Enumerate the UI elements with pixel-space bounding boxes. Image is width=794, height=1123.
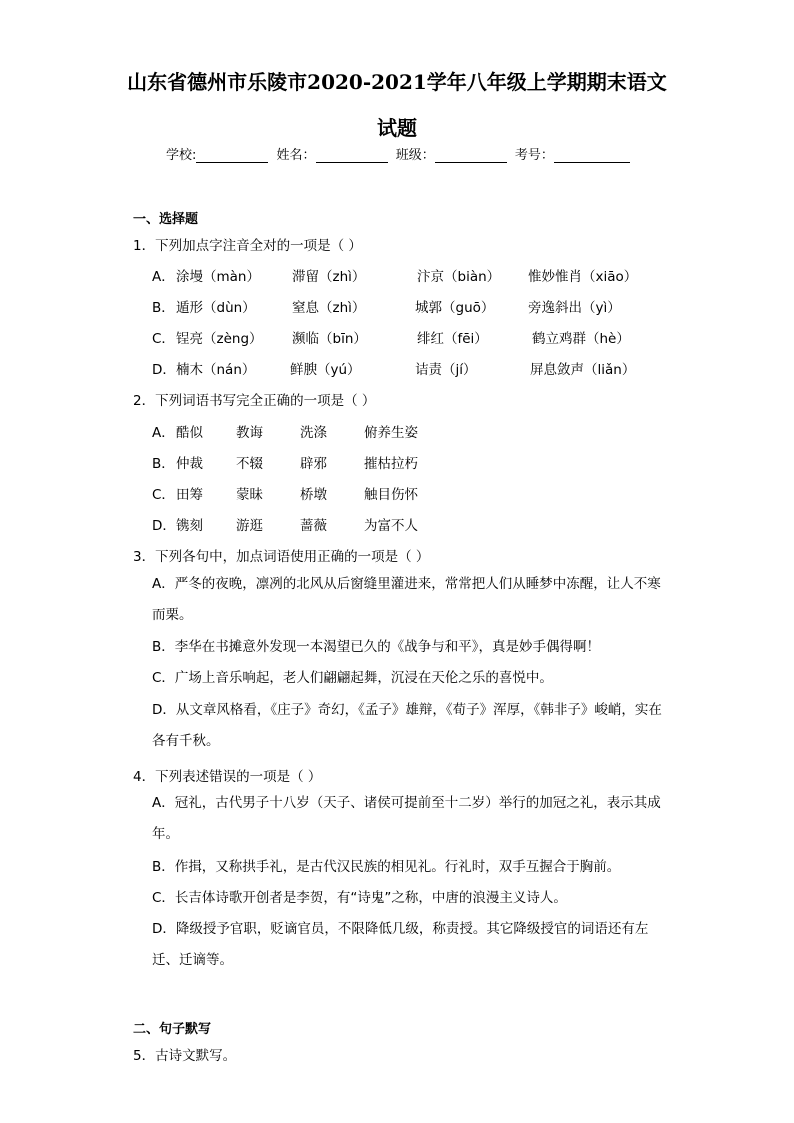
option-item: 酷似 — [176, 425, 203, 441]
option-item: 教诲 — [236, 425, 263, 441]
option-label: D． — [152, 518, 176, 534]
exam-number-label: 考号： — [514, 148, 554, 163]
option-item: 仲裁 — [176, 456, 203, 472]
option-item: 游逛 — [236, 518, 263, 534]
question-3-option-d[interactable]: D．从文章风格看，《庄子》奇幻，《孟子》雄辩，《荀子》浑厚，《韩非子》峻峭，实在各有千秋。 — [152, 702, 662, 749]
option-item: 俯养生姿 — [364, 425, 418, 441]
option-item: 窒息（zhì） — [292, 300, 366, 316]
option-item: 为富不人 — [364, 518, 418, 534]
option-item: 城郭（guō） — [415, 300, 495, 316]
option-item: 蔷薇 — [300, 518, 327, 534]
question-4-option-a[interactable]: A．冠礼，古代男子十八岁（天子、诸侯可提前至十二岁）举行的加冠之礼，表示其成年。 — [152, 795, 661, 842]
option-item: 濒临（bīn） — [292, 331, 367, 347]
class-field[interactable] — [435, 148, 507, 163]
question-3-stem: 3．下列各句中，加点词语使用正确的一项是（ ） — [133, 549, 430, 565]
section-title-dictation: 二、句子默写 — [133, 1022, 212, 1037]
exam-title-line2: 试题 — [377, 116, 417, 140]
exam-number-field[interactable] — [554, 148, 630, 163]
option-label: A． — [152, 425, 175, 441]
option-item: 楠木（nán） — [176, 362, 256, 378]
question-3-option-b[interactable]: B．李华在书摊意外发现一本渴望已久的《战争与和平》，真是妙手偶得啊！ — [152, 639, 601, 655]
option-item: 触目伤怀 — [364, 487, 418, 503]
school-field[interactable] — [196, 148, 268, 163]
question-3-option-a[interactable]: A．严冬的夜晚，凛冽的北风从后窗缝里灌进来，常常把人们从睡梦中冻醒，让人不寒而栗。 — [152, 576, 661, 623]
option-item: 摧枯拉朽 — [364, 456, 418, 472]
option-item: 桥墩 — [300, 487, 327, 503]
option-label: D． — [152, 362, 176, 378]
option-item: 滞留（zhì） — [292, 269, 366, 285]
question-4-option-b[interactable]: B．作揖，又称拱手礼，是古代汉民族的相见礼。行礼时，双手互握合于胸前。 — [152, 859, 621, 875]
class-label: 班级： — [395, 148, 435, 163]
option-label: C． — [152, 487, 175, 503]
name-label: 姓名： — [276, 148, 316, 163]
option-item: 旁逸斜出（yì） — [528, 300, 621, 316]
option-item: 汴京（biàn） — [417, 269, 501, 285]
option-item: 诘责（jí） — [415, 362, 477, 378]
name-field[interactable] — [316, 148, 388, 163]
student-info-row — [166, 144, 634, 163]
option-item: 镌刻 — [176, 518, 203, 534]
option-item: 鹤立鸡群（hè） — [532, 331, 630, 347]
option-label: B． — [152, 456, 175, 472]
option-item: 辟邪 — [300, 456, 327, 472]
question-4-option-d[interactable]: D．降级授予官职，贬谪官员，不限降低几级，称责授。其它降级授官的词语还有左迁、迁谪等。 — [152, 921, 649, 968]
question-4-option-c[interactable]: C．长吉体诗歌开创者是李贺，有“诗鬼”之称，中唐的浪漫主义诗人。 — [152, 890, 567, 906]
option-label: A． — [152, 269, 175, 285]
option-item: 鲜腴（yú） — [290, 362, 361, 378]
option-item: 蒙昧 — [236, 487, 263, 503]
question-4-stem: 4．下列表述错误的一项是（ ） — [133, 769, 322, 785]
option-item: 惟妙惟肖（xiāo） — [528, 269, 638, 285]
exam-title-line1: 山东省德州市乐陵市2020-2021学年八年级上学期期末语文 — [127, 70, 667, 94]
option-item: 遁形（dùn） — [176, 300, 256, 316]
option-item: 涂墁（màn） — [176, 269, 260, 285]
option-item: 田筹 — [176, 487, 203, 503]
option-item: 绯红（fēi） — [417, 331, 488, 347]
question-5-stem: 5．古诗文默写。 — [133, 1048, 237, 1064]
question-2-stem: 2．下列词语书写完全正确的一项是（ ） — [133, 393, 376, 409]
option-item: 洗涤 — [300, 425, 327, 441]
option-item: 屏息敛声（liǎn） — [530, 362, 636, 378]
option-label: B． — [152, 300, 175, 316]
question-3-option-c[interactable]: C．广场上音乐响起，老人们翩翩起舞，沉浸在天伦之乐的喜悦中。 — [152, 670, 553, 686]
option-item: 锃亮（zèng） — [176, 331, 263, 347]
section-title-choice: 一、选择题 — [133, 212, 199, 227]
option-label: C． — [152, 331, 175, 347]
school-label: 学校: — [166, 148, 197, 163]
question-1-stem: 1．下列加点字注音全对的一项是（ ） — [133, 238, 362, 254]
option-item: 不辍 — [236, 456, 263, 472]
